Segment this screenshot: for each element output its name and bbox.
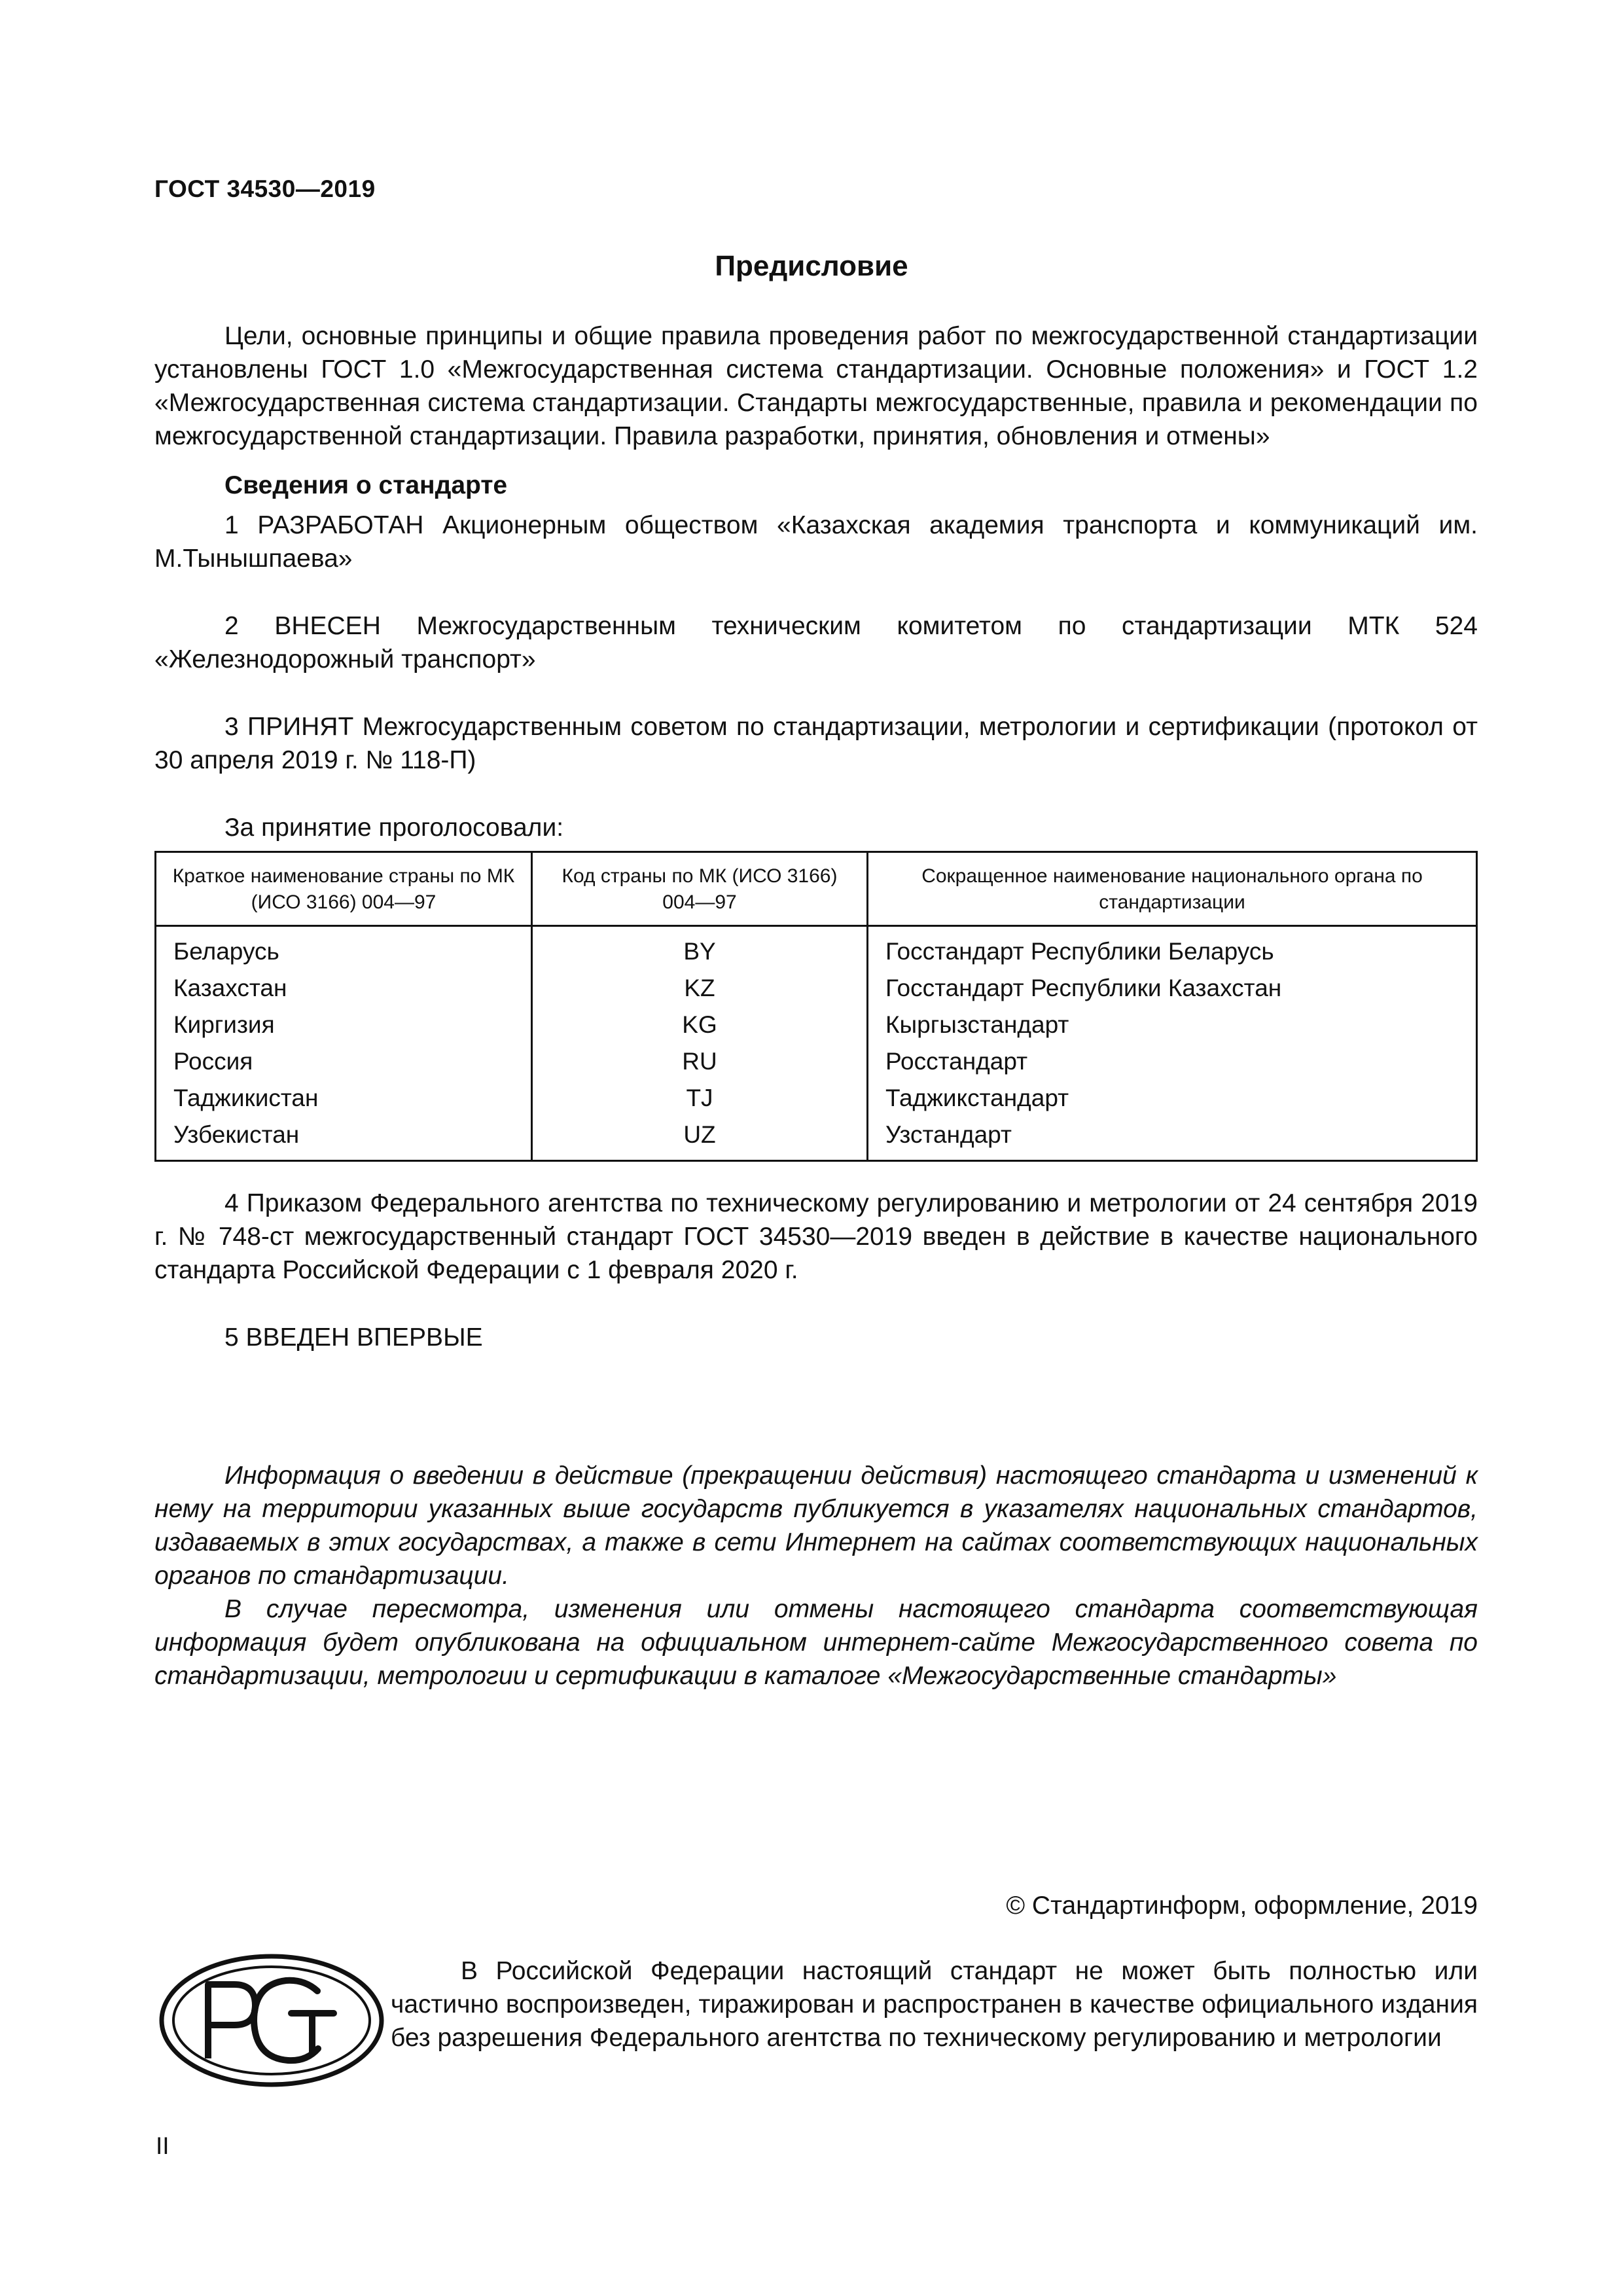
cell-code: RU [532, 1043, 868, 1080]
page-number: II [156, 2132, 169, 2159]
table-header-row [156, 852, 1477, 926]
item-developed: 1 РАЗРАБОТАН Акционерным обществом «Казахская академия транспорта и коммуникаций им. М.Тынышпаева» [154, 511, 1478, 573]
item-adopted: 3 ПРИНЯТ Межгосударственным советом по стандартизации, метрологии и сертификации (протокол от 30 апреля 2019 г. № 118-П) [154, 713, 1478, 774]
table-row [156, 1043, 1477, 1080]
page-title: Предисловие [715, 250, 908, 282]
cell-body: Росстандарт [868, 1043, 1477, 1080]
voting-table [154, 851, 1478, 1162]
cell-country: Узбекистан [156, 1117, 532, 1161]
cell-country: Казахстан [156, 970, 532, 1007]
cell-body: Таджикстандарт [868, 1080, 1477, 1117]
cell-body: Узстандарт [868, 1117, 1477, 1161]
cell-body: Кыргызстандарт [868, 1007, 1477, 1043]
copyright-line: © Стандартинформ, оформление, 2019 [1006, 1892, 1478, 1920]
cell-code: TJ [532, 1080, 868, 1117]
table-row [156, 1117, 1477, 1161]
cell-code: BY [532, 926, 868, 971]
cell-country: Киргизия [156, 1007, 532, 1043]
preface-content [154, 319, 1478, 1693]
table-row [156, 1080, 1477, 1117]
cell-country: Россия [156, 1043, 532, 1080]
voted-label: За принятие проголосовали: [224, 814, 564, 842]
table-row [156, 926, 1477, 971]
info-heading: Сведения о стандарте [224, 471, 508, 499]
cell-code: KZ [532, 970, 868, 1007]
item-enacted: 4 Приказом Федерального агентства по техническому регулированию и метрологии от 24 сентября 2019 г. № 748-ст межгосударственный стандарт ГОСТ 34530—2019 введен в действие в качестве национального стандарта Российской Федерации с 1 февраля 2020 г. [154, 1189, 1478, 1284]
table-row [156, 970, 1477, 1007]
cell-code: KG [532, 1007, 868, 1043]
cell-code: UZ [532, 1117, 868, 1161]
item-first-introduced: 5 ВВЕДЕН ВПЕРВЫЕ [224, 1323, 483, 1352]
cell-body: Госстандарт Республики Беларусь [868, 926, 1477, 971]
notice-paragraph-2: В случае пересмотра, изменения или отмены настоящего стандарта соответствующая информация будет опубликована на официальном интернет-сайте Межгосударственного совета по стандартизации, метрологии и сертификации в каталоге «Межгосударственные стандарты» [154, 1595, 1478, 1690]
rst-logo-icon [157, 1950, 386, 2091]
cell-body: Госстандарт Республики Казахстан [868, 970, 1477, 1007]
cell-country: Беларусь [156, 926, 532, 971]
intro-paragraph: Цели, основные принципы и общие правила проведения работ по межгосударственной стандартизации установлены ГОСТ 1.0 «Межгосударственная система стандартизации. Основные положения» и ГОСТ 1.2 «Межгосударственная система стандартизации. Стандарты межгосударственные, правила и рекомендации по межгосударственной стандартизации. Правила разработки, принятия, обновления и отмены» [154, 322, 1478, 450]
column-header-code: Код страны по МК (ИСО 3166) 004—97 [532, 852, 868, 926]
column-header-country: Краткое наименование страны по МК (ИСО 3166) 004—97 [156, 852, 532, 926]
cell-country: Таджикистан [156, 1080, 532, 1117]
notice-paragraph-1: Информация о введении в действие (прекращении действия) настоящего стандарта и изменений к нему на территории указанных выше государств публикуется в указателях национальных стандартов, издаваемых в этих государствах, а также в сети Интернет на сайтах соответствующих национальных органов по стандартизации. [154, 1462, 1478, 1590]
item-introduced: 2 ВНЕСЕН Межгосударственным техническим комитетом по стандартизации МТК 524 «Железнодорожный транспорт» [154, 612, 1478, 673]
table-row [156, 1007, 1477, 1043]
rights-notice: В Российской Федерации настоящий стандарт не может быть полностью или частично воспроизведен, тиражирован и распространен в качестве официального издания без разрешения Федерального агентства по техническому регулированию и метрологии [391, 1957, 1478, 2052]
column-header-body: Сокращенное наименование национального органа по стандартизации [868, 852, 1477, 926]
document-code: ГОСТ 34530—2019 [154, 175, 376, 202]
